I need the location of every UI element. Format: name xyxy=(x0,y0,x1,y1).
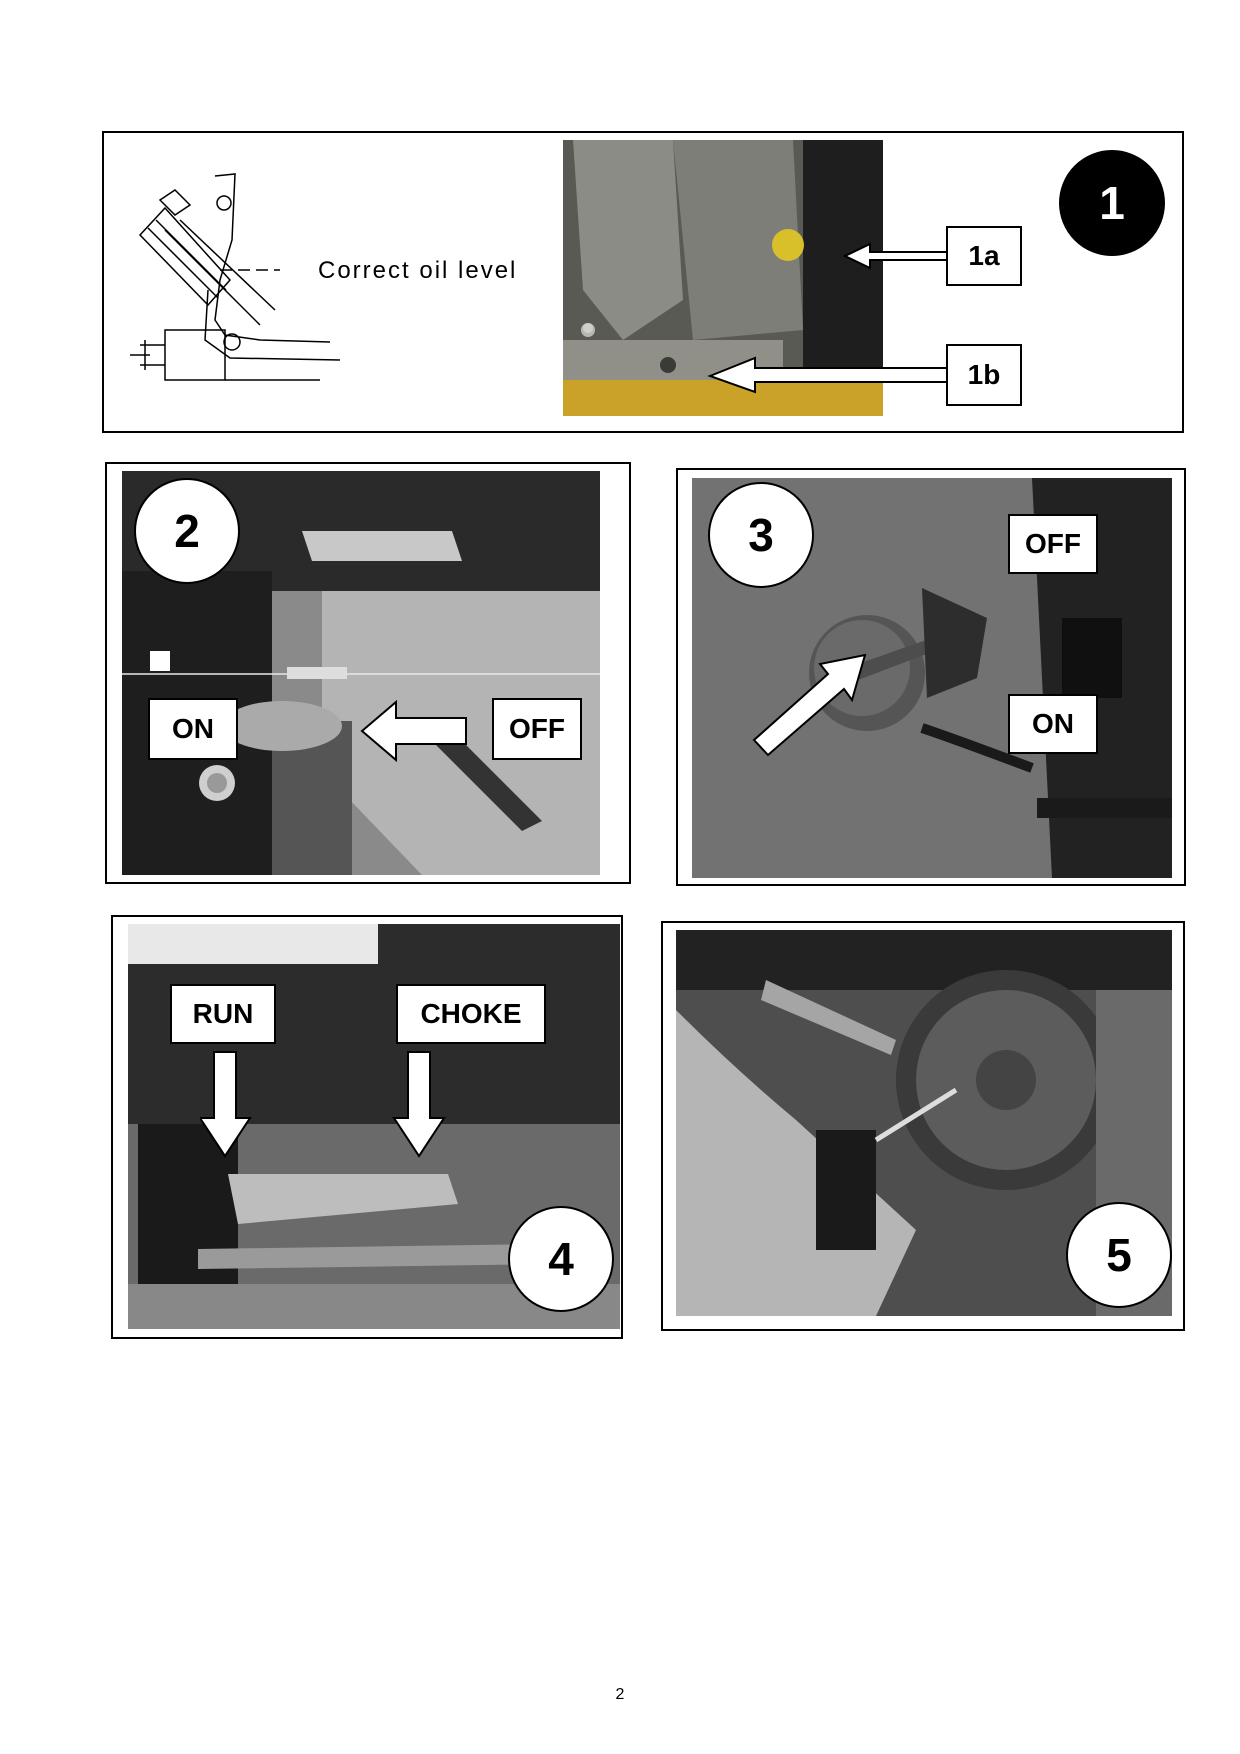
figure-4-arrows xyxy=(200,1048,450,1160)
correct-oil-level-label: Correct oil level xyxy=(318,257,518,284)
figure-number-4: 4 xyxy=(508,1206,614,1312)
run-label: RUN xyxy=(170,984,276,1044)
figure-1-arrows xyxy=(630,220,950,400)
off-label: OFF xyxy=(492,698,582,760)
choke-label: CHOKE xyxy=(396,984,546,1044)
off-label: OFF xyxy=(1008,514,1098,574)
figure-number-2: 2 xyxy=(134,478,240,584)
callout-1b-label: 1b xyxy=(946,344,1022,406)
figure-2-arrow xyxy=(360,700,470,762)
figure-number-1: 1 xyxy=(1059,150,1165,256)
callout-1a-label: 1a xyxy=(946,226,1022,286)
figure-number-3: 3 xyxy=(708,482,814,588)
figure-number-5: 5 xyxy=(1066,1202,1172,1308)
page-number: 2 xyxy=(615,1686,625,1703)
oil-level-diagram xyxy=(120,170,350,400)
on-label: ON xyxy=(1008,694,1098,754)
on-label: ON xyxy=(148,698,238,760)
figure-3-arrow xyxy=(750,652,870,760)
